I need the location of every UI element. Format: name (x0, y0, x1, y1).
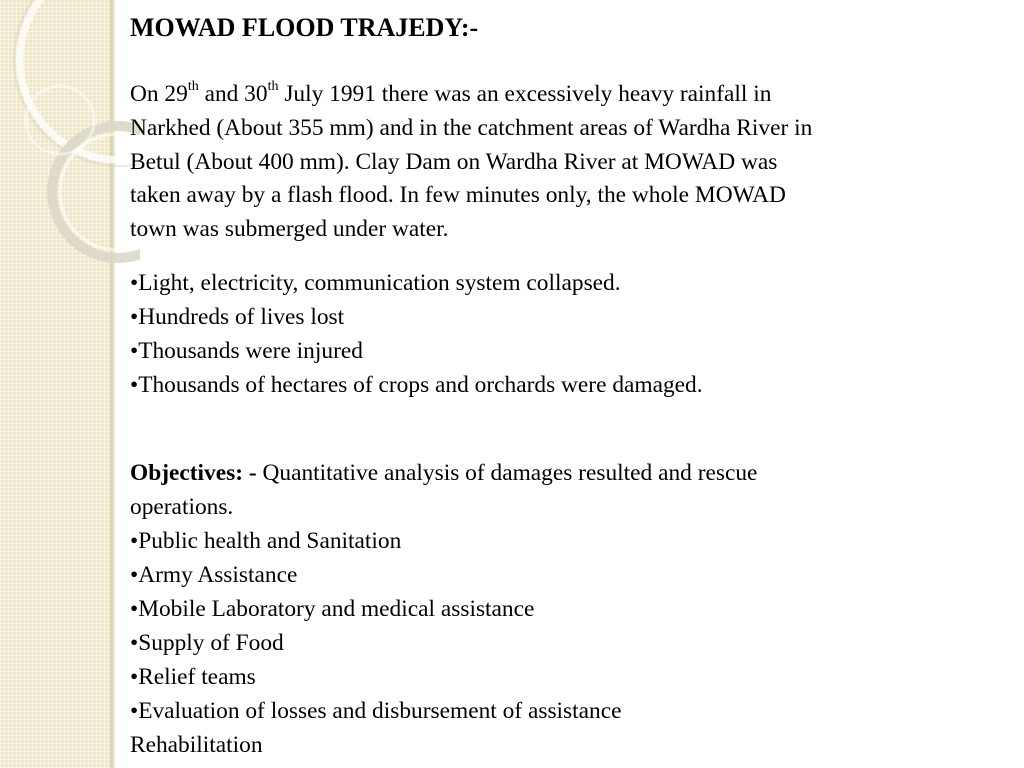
objectives-label: Objectives: - (130, 460, 257, 486)
list-item: •Public health and Sanitation (130, 528, 402, 554)
list-item: •Army Assistance (130, 562, 298, 588)
impact-list (130, 266, 703, 402)
objectives-line-2: operations. (130, 494, 234, 520)
decorative-rings (0, 0, 140, 320)
objectives-paragraph (130, 456, 975, 524)
intro-paragraph (130, 78, 975, 247)
list-item: •Hundreds of lives lost (130, 304, 345, 330)
list-item: Rehabilitation (130, 732, 263, 758)
intro-line-4: taken away by a flash flood. In few minutes only, the whole MOWAD (130, 182, 786, 209)
list-item: •Thousands of hectares of crops and orchards were damaged. (130, 372, 703, 398)
objectives-line-1 (130, 456, 975, 490)
objectives-list (130, 524, 622, 762)
ordinal-suffix: th (267, 79, 279, 95)
intro-text: and 30 (198, 81, 268, 107)
intro-line-3: Betul (About 400 mm). Clay Dam on Wardha River at MOWAD was (130, 148, 778, 175)
objectives-text: Quantitative analysis of damages resulted and rescue (256, 460, 758, 486)
ordinal-suffix: th (187, 79, 199, 95)
intro-text: July 1991 there was an excessively heavy rainfall in (278, 81, 772, 107)
intro-line-2: Narkhed (About 355 mm) and in the catchment areas of Wardha River in (130, 114, 813, 141)
list-item: •Thousands were injured (130, 338, 363, 364)
list-item: •Mobile Laboratory and medical assistance (130, 596, 535, 622)
intro-text: On 29 (130, 81, 188, 107)
intro-line-5: town was submerged under water. (130, 216, 449, 243)
slide-content (130, 0, 1010, 768)
list-item: •Supply of Food (130, 630, 284, 656)
intro-line-1 (130, 78, 975, 112)
list-item: •Relief teams (130, 664, 256, 690)
list-item: •Evaluation of losses and disbursement of assistance (130, 698, 622, 724)
small-ring (52, 126, 140, 258)
list-item: •Light, electricity, communication system collapsed. (130, 270, 621, 296)
slide-title: MOWAD FLOOD TRAJEDY:- (130, 13, 479, 42)
